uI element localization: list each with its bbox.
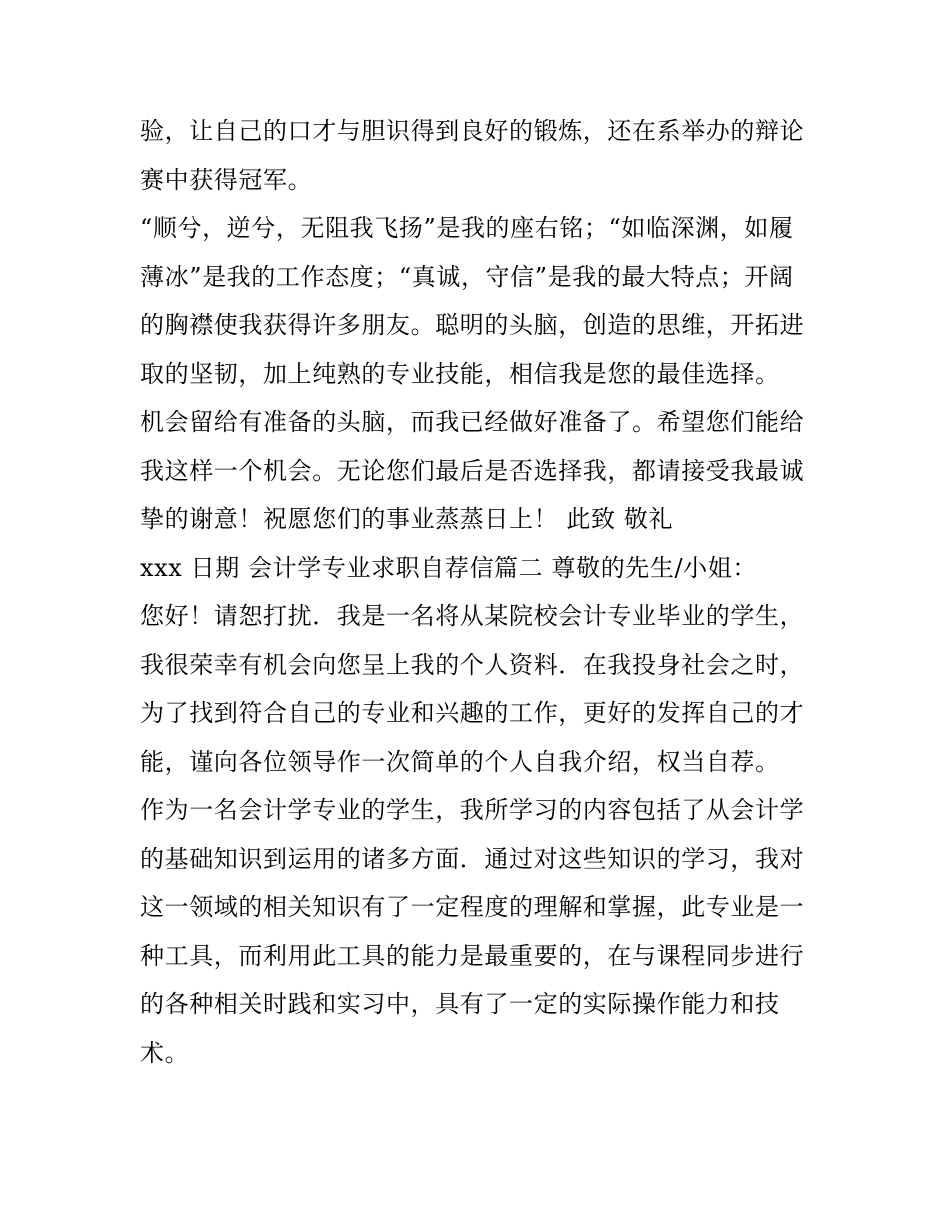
text-line-20: 术。 <box>140 1038 190 1067</box>
text-line-1: 验，让自己的口才与胆识得到良好的锻炼，还在系举办的辩论 <box>140 117 805 145</box>
body-text <box>140 107 820 1077</box>
text-line-2: 赛中获得冠军。 <box>140 165 313 194</box>
text-line-8: 我这样一个机会。无论您们最后是否选择我，都请接受我最诚 <box>140 456 805 485</box>
text-line-13: 为了找到符合自己的专业和兴趣的工作，更好的发挥自己的才 <box>140 699 805 727</box>
text-line-3: “顺兮，逆兮，无阻我飞扬”是我的座右铭；“如临深渊，如履 <box>140 214 794 242</box>
text-line-17: 这一领域的相关知识有了一定程度的理解和掌握，此专业是一 <box>140 893 805 921</box>
text-line-18: 种工具，而利用此工具的能力是最重要的，在与课程同步进行 <box>140 941 805 970</box>
text-line-5: 的胸襟使我获得许多朋友。聪明的头脑，创造的思维，开拓进 <box>140 311 805 339</box>
text-line-15: 作为一名会计学专业的学生，我所学习的内容包括了从会计学 <box>140 796 805 824</box>
text-line-6: 取的坚韧，加上纯熟的专业技能，相信我是您的最佳选择。 <box>140 359 780 388</box>
text-line-14: 能，谨向各位领导作一次简单的个人自我介绍，权当自荐。 <box>140 747 780 776</box>
text-line-4: 薄冰”是我的工作态度；“真诚，守信”是我的最大特点；开阔 <box>140 262 794 291</box>
text-line-9: 挚的谢意！祝愿您们的事业蒸蒸日上！ 此致 敬礼 <box>140 505 674 533</box>
text-line-12: 我很荣幸有机会向您呈上我的个人资料．在我投身社会之时， <box>140 650 805 679</box>
text-line-11: 您好！请恕打扰．我是一名将从某院校会计专业毕业的学生， <box>140 602 805 630</box>
text-line-19: 的各种相关时践和实习中，具有了一定的实际操作能力和技 <box>140 990 780 1018</box>
text-line-16: 的基础知识到运用的诸多方面．通过对这些知识的学习，我对 <box>140 844 805 873</box>
text-line-7: 机会留给有准备的头脑，而我已经做好准备了。希望您们能给 <box>140 408 805 436</box>
text-line-10: xxx 日期 会计学专业求职自荐信篇二 尊敬的先生/小姐： <box>140 553 757 582</box>
